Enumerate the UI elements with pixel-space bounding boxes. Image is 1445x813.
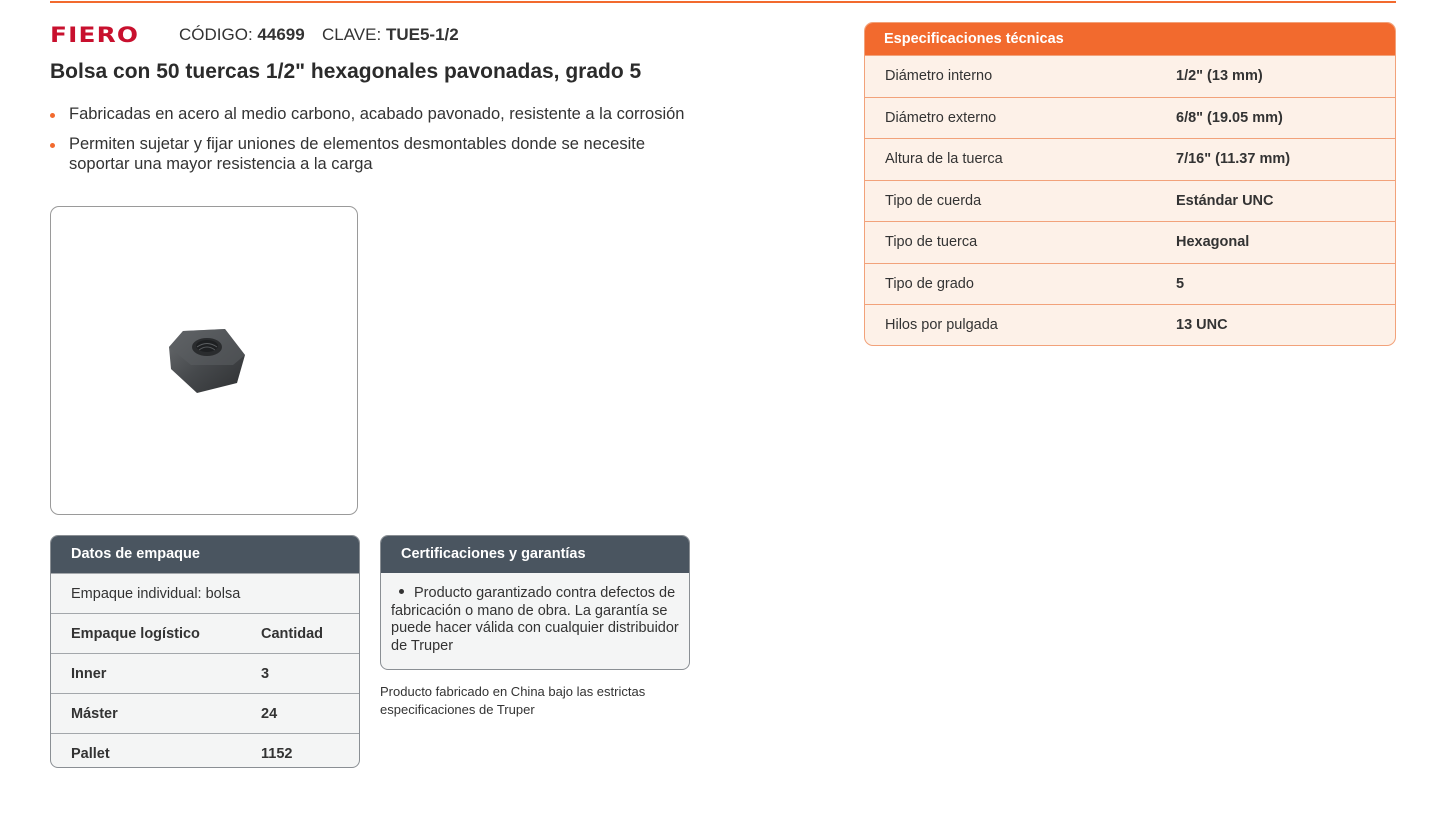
brand-name: FIERO (50, 23, 140, 47)
product-key: CLAVE: TUE5-1/2 (322, 25, 459, 44)
certifications-header: Certificaciones y garantías (381, 536, 689, 573)
table-row: Pallet 1152 (51, 733, 359, 768)
brand-logo (50, 23, 140, 47)
table-row: Inner 3 (51, 653, 359, 693)
feature-list (50, 104, 700, 184)
hex-nut-image (167, 325, 247, 397)
certifications-panel (380, 535, 690, 670)
product-key-value: TUE5-1/2 (385, 25, 459, 44)
specs-header: Especificaciones técnicas (865, 23, 1395, 55)
page-title: Bolsa con 50 tuercas 1/2" hexagonales pavonadas, grado 5 (50, 60, 642, 83)
certifications-text: Producto garantizado contra defectos de fabricación o mano de obra. La garantía se puede hacer válida con cualquier distribuidor de Truper (391, 585, 679, 654)
table-row: Altura de la tuerca 7/16" (11.37 mm) (865, 138, 1395, 180)
bullet-icon (50, 143, 55, 148)
table-row: Máster 24 (51, 693, 359, 733)
packaging-panel (50, 535, 360, 768)
packaging-header: Datos de empaque (51, 536, 359, 573)
table-row: Tipo de tuerca Hexagonal (865, 221, 1395, 263)
packaging-table-header: Empaque logístico Cantidad (51, 613, 359, 653)
feature-item: Fabricadas en acero al medio carbono, acabado pavonado, resistente a la corrosión (50, 104, 700, 125)
product-code: CÓDIGO: 44699 (179, 25, 305, 44)
bullet-icon (50, 113, 55, 118)
feature-item: Permiten sujetar y fijar uniones de elementos desmontables donde se necesite soportar una mayor resistencia a la carga (50, 134, 700, 175)
specs-table (864, 22, 1396, 346)
table-row: Hilos por pulgada 13 UNC (865, 304, 1395, 346)
bullet-icon (399, 589, 404, 594)
packaging-individual: Empaque individual: bolsa (51, 573, 359, 613)
product-image-frame (50, 206, 358, 515)
table-row: Diámetro interno 1/2" (13 mm) (865, 55, 1395, 97)
top-rule (50, 1, 1396, 3)
table-row: Tipo de grado 5 (865, 263, 1395, 305)
product-code-value: 44699 (257, 25, 305, 44)
table-row: Diámetro externo 6/8" (19.05 mm) (865, 97, 1395, 139)
origin-note: Producto fabricado en China bajo las estrictas especificaciones de Truper (380, 684, 646, 717)
table-row: Tipo de cuerda Estándar UNC (865, 180, 1395, 222)
